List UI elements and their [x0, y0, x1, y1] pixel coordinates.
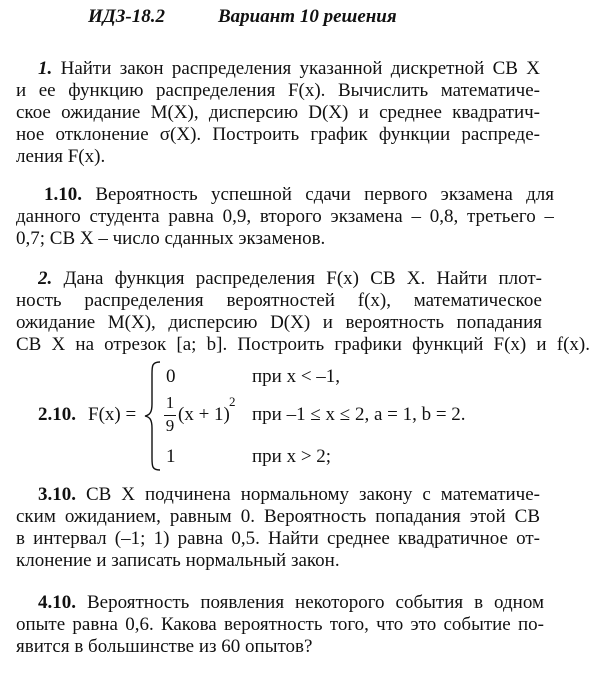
task1-10-line-1: 1.10. Вероятность успешной сдачи первого экзамена для	[44, 184, 554, 205]
task1-10-number: 1.10.	[44, 184, 82, 205]
task2-line-2: ность распределения вероятностей f(x), математическое	[16, 290, 542, 311]
task1-10-line-2: данного студента равна 0,9, второго экзамена – 0,8, третьего –	[16, 206, 554, 227]
task2-line-3: ожидание M(X), дисперсию D(X) и вероятность попадания	[16, 312, 542, 333]
task4-10-line-3: явится в большинстве из 60 опытов?	[16, 636, 313, 657]
fraction-denominator: 9	[165, 416, 175, 435]
header-left: ИДЗ-18.2	[88, 6, 166, 27]
task1-line-3: ское ожидание M(X), дисперсию D(X) и среднее квадратич-	[16, 102, 540, 123]
task4-10-number: 4.10.	[38, 592, 76, 613]
task1-line-4: ное отклонение σ(X). Построить график функции распреде-	[16, 124, 540, 145]
case-2-expr: (x + 1)	[178, 404, 230, 425]
header-right: Вариант 10 решения	[218, 6, 397, 27]
task2-number: 2.	[38, 268, 53, 289]
task3-10-line-4: клонение и записать нормальный закон.	[16, 550, 340, 571]
case-2-exponent: 2	[229, 394, 236, 409]
task1-number: 1.	[38, 58, 53, 79]
task2-10-number: 2.10.	[38, 404, 76, 425]
task1-line-2: и ее функцию распределения F(x). Вычислить математиче-	[16, 80, 540, 101]
case-3-expr: 1	[166, 446, 176, 467]
task2-line-1: 2. Дана функция распределения F(x) СВ X. Найти плот-	[38, 268, 542, 289]
task4-10-line-2: опыте равна 0,6. Какова вероятность того, что это событие по-	[16, 614, 544, 635]
task2-line-4: СВ X на отрезок [a; b]. Построить графики функций F(x) и f(x).	[16, 334, 590, 355]
function-lhs: F(x) =	[88, 404, 137, 425]
task4-10-line-1: 4.10. Вероятность появления некоторого события в одном	[38, 592, 544, 613]
task1-10-line-3: 0,7; СВ X – число сданных экзаменов.	[16, 228, 326, 249]
task3-10-line-3: в интервал (–1; 1) равна 0,5. Найти среднее квадратичное от-	[16, 528, 540, 549]
left-brace	[142, 360, 164, 472]
task3-10-number: 3.10.	[38, 484, 76, 505]
case-1-cond: при x < –1,	[252, 366, 341, 387]
case-2-cond: при –1 ≤ x ≤ 2, a = 1, b = 2.	[252, 404, 466, 425]
task1-line-5: ления F(x).	[16, 146, 106, 167]
task1-line-1: 1. Найти закон распределения указанной дискретной СВ X	[38, 58, 540, 79]
fraction-numerator: 1	[165, 393, 175, 412]
task3-10-line-1: 3.10. СВ X подчинена нормальному закону с математиче-	[38, 484, 540, 505]
task3-10-line-2: ским ожиданием, равным 0. Вероятность попадания этой СВ	[16, 506, 540, 527]
case-3-cond: при x > 2;	[252, 446, 332, 467]
case-1-expr: 0	[166, 366, 176, 387]
